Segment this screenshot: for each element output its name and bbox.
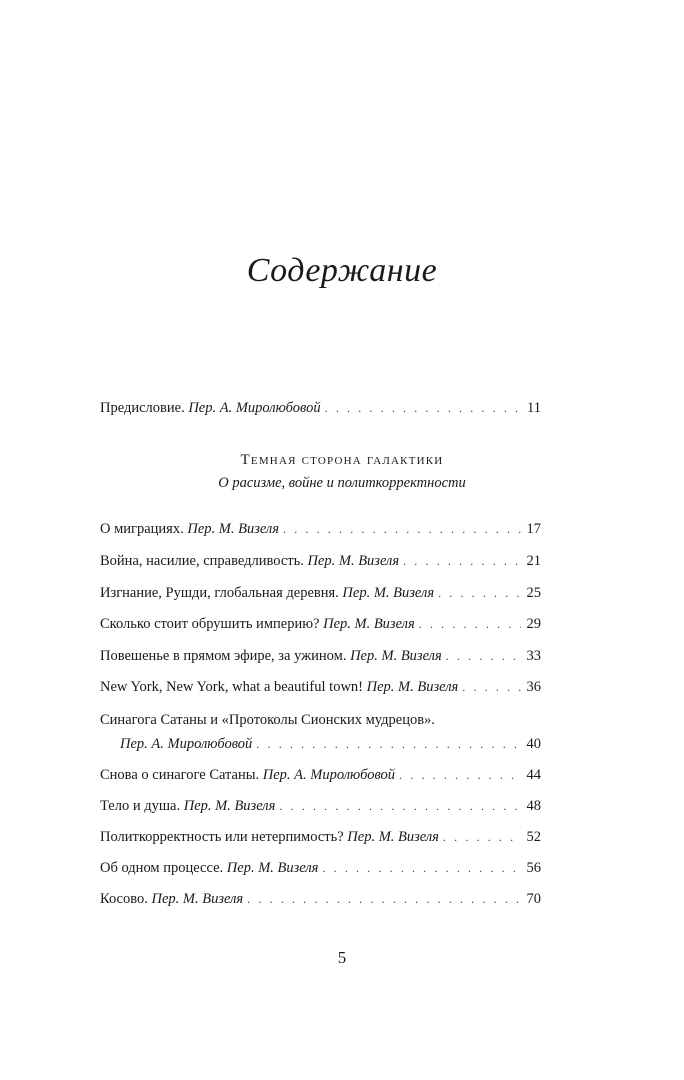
leader-dots xyxy=(446,646,521,666)
toc-entry-text xyxy=(100,398,321,418)
toc-entry-title: О миграциях. xyxy=(100,521,184,537)
leader-dots xyxy=(443,827,521,847)
toc-entry-title: Тело и душа. xyxy=(100,798,181,814)
toc-page-number: 44 xyxy=(526,767,541,783)
toc-entry-title: Изгнание, Рушди, глобальная деревня. xyxy=(100,585,339,601)
toc-entry[interactable] xyxy=(100,614,541,634)
leader-dots xyxy=(247,889,521,909)
toc-page-number: 48 xyxy=(526,798,541,814)
leader-dots xyxy=(256,734,521,754)
toc-entry-title: Повешенье в прямом эфире, за ужином. xyxy=(100,648,347,664)
toc-entry-title: Косово. xyxy=(100,891,148,907)
toc-entry-translator: Пер. М. Визеля xyxy=(323,616,415,632)
section-heading: Темная сторона галактики xyxy=(240,452,444,468)
toc-page-number: 11 xyxy=(527,400,541,416)
toc-entry[interactable] xyxy=(100,765,541,785)
toc-entry-title: New York, New York, what a beautiful town! xyxy=(100,679,363,695)
leader-dots xyxy=(279,796,521,816)
toc-entry-title: Политкорректность или нетерпимость? xyxy=(100,829,344,845)
leader-dots xyxy=(419,614,521,634)
toc-entry-translator: Пер. М. Визеля xyxy=(187,521,279,537)
toc-entry[interactable] xyxy=(100,827,541,847)
toc-entry[interactable] xyxy=(100,858,541,878)
toc-entry-translator: Пер. А. Миролюбовой xyxy=(120,736,253,752)
toc-entry-translator: Пер. А. Миролюбовой xyxy=(188,400,321,416)
toc-page-number: 40 xyxy=(526,736,541,752)
toc-entry[interactable] xyxy=(100,551,541,571)
toc-entry-translator: Пер. М. Визеля xyxy=(151,891,244,907)
toc-entry[interactable] xyxy=(100,677,541,697)
leader-dots xyxy=(399,765,521,785)
toc-entry-translator: Пер. М. Визеля xyxy=(183,798,276,814)
toc-entry-title[interactable]: Синагога Сатаны и «Протоколы Сионских мудрецов». xyxy=(100,712,435,728)
toc-entry-translator: Пер. А. Миролюбовой xyxy=(262,767,396,783)
toc-entry[interactable] xyxy=(100,646,541,666)
toc-page-number: 52 xyxy=(526,829,541,845)
toc-entry-title: Предисловие. xyxy=(100,400,185,416)
toc-entry[interactable] xyxy=(100,583,541,603)
toc-entry-translator: Пер. М. Визеля xyxy=(307,553,400,569)
toc-entry-title: Снова о синагоге Сатаны. xyxy=(100,767,260,783)
toc-entry-translator: Пер. М. Визеля xyxy=(366,679,459,695)
toc-entry-translator: Пер. М. Визеля xyxy=(347,829,439,845)
toc-entry-translator: Пер. М. Визеля xyxy=(226,860,319,876)
toc-page-number: 17 xyxy=(526,521,541,537)
leader-dots xyxy=(283,519,521,539)
leader-dots xyxy=(403,551,521,571)
toc-entry[interactable] xyxy=(100,519,541,539)
toc-page-number: 56 xyxy=(526,860,541,876)
toc-entry-translator: Пер. М. Визеля xyxy=(342,585,435,601)
leader-dots xyxy=(438,583,521,603)
toc-page-number: 21 xyxy=(526,553,541,569)
page-number: 5 xyxy=(337,948,347,967)
toc-page-number: 25 xyxy=(526,585,541,601)
page-title: Содержание xyxy=(246,252,438,289)
toc-entry[interactable] xyxy=(100,889,541,909)
toc-entry-title: Сколько стоит обрушить империю? xyxy=(100,616,320,632)
toc-entry-title: Об одном процессе. xyxy=(100,860,224,876)
toc-entry[interactable] xyxy=(120,734,541,754)
leader-dots xyxy=(325,398,521,418)
toc-page-number: 33 xyxy=(526,648,541,664)
toc-entry-translator: Пер. М. Визеля xyxy=(350,648,442,664)
section-subheading: О расизме, войне и политкорректности xyxy=(218,475,466,491)
toc-entry-title: Война, насилие, справедливость. xyxy=(100,553,304,569)
leader-dots xyxy=(322,858,521,878)
toc-page-number: 36 xyxy=(526,679,541,695)
toc-page-number: 29 xyxy=(526,616,541,632)
toc-entry[interactable] xyxy=(100,796,541,816)
toc-entry-preface[interactable] xyxy=(100,398,541,418)
leader-dots xyxy=(462,677,521,697)
toc-page-number: 70 xyxy=(526,891,541,907)
